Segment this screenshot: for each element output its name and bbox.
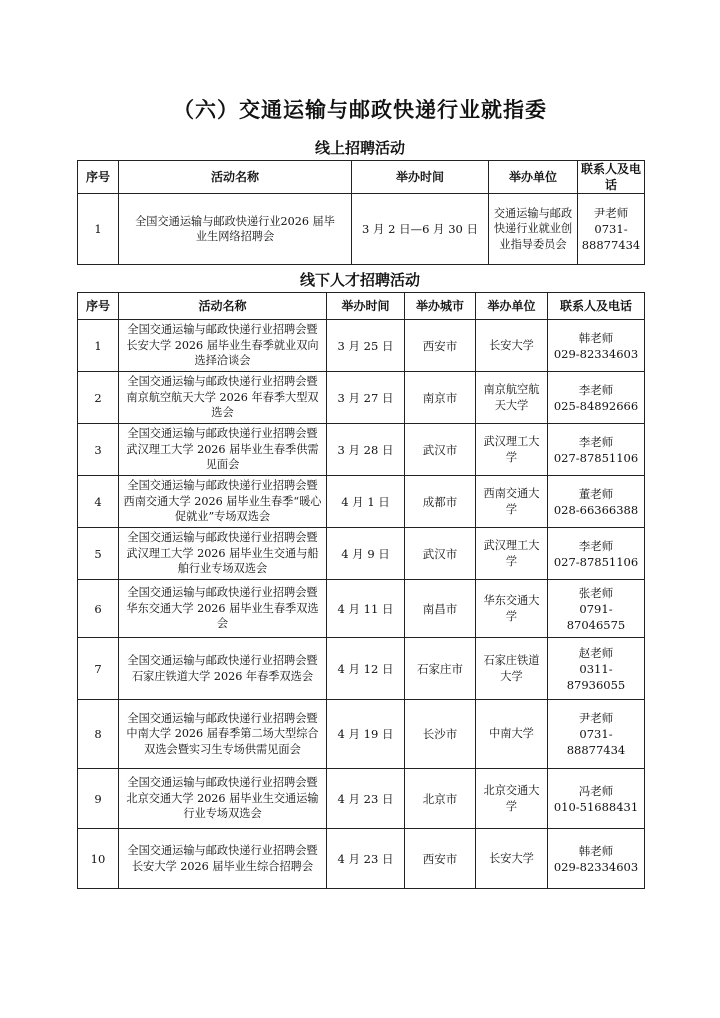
row-org: 南京航空航天大学 bbox=[476, 372, 548, 424]
row-no: 1 bbox=[78, 194, 119, 265]
row-name: 全国交通运输与邮政快递行业招聘会暨武汉理工大学 2026 届毕业生春季供需见面会 bbox=[119, 424, 327, 476]
header-org: 举办单位 bbox=[476, 293, 548, 320]
row-name: 全国交通运输与邮政快递行业招聘会暨华东交通大学 2026 届毕业生春季双选会 bbox=[119, 580, 327, 638]
row-city: 武汉市 bbox=[405, 424, 476, 476]
header-time: 举办时间 bbox=[352, 161, 489, 194]
row-org: 长安大学 bbox=[476, 829, 548, 889]
row-time: 3 月 28 日 bbox=[327, 424, 405, 476]
row-no: 6 bbox=[78, 580, 119, 638]
row-contact bbox=[548, 829, 645, 889]
row-org: 石家庄铁道大学 bbox=[476, 638, 548, 700]
row-org: 武汉理工大学 bbox=[476, 424, 548, 476]
row-no: 10 bbox=[78, 829, 119, 889]
header-city: 举办城市 bbox=[405, 293, 476, 320]
offline-events-table bbox=[77, 292, 645, 889]
row-time: 4 月 23 日 bbox=[327, 829, 405, 889]
header-name: 活动名称 bbox=[119, 293, 327, 320]
row-city: 北京市 bbox=[405, 769, 476, 829]
row-time: 4 月 19 日 bbox=[327, 700, 405, 769]
online-section-title: 线上招聘活动 bbox=[314, 139, 405, 157]
table-row bbox=[78, 424, 645, 476]
row-no: 1 bbox=[78, 320, 119, 372]
row-name: 全国交通运输与邮政快递行业2026 届毕业生网络招聘会 bbox=[119, 194, 352, 265]
row-org: 西南交通大学 bbox=[476, 476, 548, 528]
row-name: 全国交通运输与邮政快递行业招聘会暨北京交通大学 2026 届毕业生交通运输行业专场双选会 bbox=[119, 769, 327, 829]
online-events-table bbox=[77, 160, 645, 265]
contact-name: 董老师 bbox=[578, 486, 614, 501]
row-org: 交通运输与邮政快递行业就业创业指导委员会 bbox=[489, 194, 578, 265]
row-contact bbox=[548, 476, 645, 528]
contact-name: 李老师 bbox=[578, 538, 614, 553]
row-name: 全国交通运输与邮政快递行业招聘会暨中南大学 2026 届春季第二场大型综合双选会暨实习生专场供需见面会 bbox=[119, 700, 327, 769]
row-time: 3 月 25 日 bbox=[327, 320, 405, 372]
contact-phone: 029-82334603 bbox=[553, 346, 639, 361]
table-row bbox=[78, 580, 645, 638]
row-name: 全国交通运输与邮政快递行业招聘会暨南京航空航天大学 2026 年春季大型双选会 bbox=[119, 372, 327, 424]
row-city: 成都市 bbox=[405, 476, 476, 528]
row-org: 华东交通大学 bbox=[476, 580, 548, 638]
header-org: 举办单位 bbox=[489, 161, 578, 194]
row-no: 8 bbox=[78, 700, 119, 769]
row-contact bbox=[548, 769, 645, 829]
table-row bbox=[78, 476, 645, 528]
row-contact bbox=[548, 700, 645, 769]
row-org: 武汉理工大学 bbox=[476, 528, 548, 580]
contact-phone: 0731-88877434 bbox=[566, 727, 626, 757]
row-name: 全国交通运输与邮政快递行业招聘会暨长安大学 2026 届毕业生综合招聘会 bbox=[119, 829, 327, 889]
row-contact bbox=[548, 424, 645, 476]
row-org: 中南大学 bbox=[476, 700, 548, 769]
contact-phone: 0311-87936055 bbox=[566, 661, 626, 692]
row-contact bbox=[548, 528, 645, 580]
row-contact bbox=[578, 194, 645, 265]
table-row bbox=[78, 194, 645, 265]
table-row bbox=[78, 829, 645, 889]
contact-name: 韩老师 bbox=[578, 330, 614, 345]
row-city: 南昌市 bbox=[405, 580, 476, 638]
header-name: 活动名称 bbox=[119, 161, 352, 194]
row-time: 4 月 1 日 bbox=[327, 476, 405, 528]
row-no: 2 bbox=[78, 372, 119, 424]
contact-name: 李老师 bbox=[578, 434, 614, 449]
row-no: 5 bbox=[78, 528, 119, 580]
contact-phone: 025-84892666 bbox=[553, 398, 639, 413]
contact-name: 尹老师 bbox=[578, 711, 614, 725]
header-time: 举办时间 bbox=[327, 293, 405, 320]
row-time: 4 月 12 日 bbox=[327, 638, 405, 700]
row-no: 4 bbox=[78, 476, 119, 528]
contact-name: 赵老师 bbox=[578, 645, 614, 660]
row-org: 北京交通大学 bbox=[476, 769, 548, 829]
row-city: 武汉市 bbox=[405, 528, 476, 580]
row-name: 全国交通运输与邮政快递行业招聘会暨武汉理工大学 2026 届毕业生交通与船舶行业专场双选会 bbox=[119, 528, 327, 580]
contact-phone: 010-51688431 bbox=[553, 799, 639, 814]
contact-name: 冯老师 bbox=[578, 783, 614, 798]
header-no: 序号 bbox=[78, 293, 119, 320]
row-contact bbox=[548, 580, 645, 638]
row-org: 长安大学 bbox=[476, 320, 548, 372]
row-time: 3 月 27 日 bbox=[327, 372, 405, 424]
contact-name: 尹老师 bbox=[593, 206, 629, 220]
row-no: 9 bbox=[78, 769, 119, 829]
contact-name: 李老师 bbox=[578, 382, 614, 397]
row-contact bbox=[548, 320, 645, 372]
table-header-row bbox=[78, 293, 645, 320]
table-row bbox=[78, 372, 645, 424]
table-header-row bbox=[78, 161, 645, 194]
row-city: 长沙市 bbox=[405, 700, 476, 769]
row-contact bbox=[548, 638, 645, 700]
row-no: 7 bbox=[78, 638, 119, 700]
header-contact: 联系人及电话 bbox=[578, 161, 645, 194]
header-contact: 联系人及电话 bbox=[548, 293, 645, 320]
row-no: 3 bbox=[78, 424, 119, 476]
row-name: 全国交通运输与邮政快递行业招聘会暨长安大学 2026 届毕业生春季就业双向选择洽谈会 bbox=[119, 320, 327, 372]
table-row bbox=[78, 320, 645, 372]
contact-name: 张老师 bbox=[578, 585, 614, 600]
row-city: 西安市 bbox=[405, 320, 476, 372]
header-no: 序号 bbox=[78, 161, 119, 194]
table-row bbox=[78, 528, 645, 580]
table-row bbox=[78, 700, 645, 769]
row-contact bbox=[548, 372, 645, 424]
row-city: 西安市 bbox=[405, 829, 476, 889]
contact-phone: 0731-88877434 bbox=[581, 222, 641, 252]
table-row bbox=[78, 769, 645, 829]
page-title: （六）交通运输与邮政快递行业就指委 bbox=[173, 98, 547, 122]
row-city: 石家庄市 bbox=[405, 638, 476, 700]
contact-phone: 027-87851106 bbox=[553, 554, 639, 569]
contact-phone: 0791-87046575 bbox=[566, 601, 626, 632]
row-time: 4 月 23 日 bbox=[327, 769, 405, 829]
row-city: 南京市 bbox=[405, 372, 476, 424]
row-name: 全国交通运输与邮政快递行业招聘会暨石家庄铁道大学 2026 年春季双选会 bbox=[119, 638, 327, 700]
offline-section-title: 线下人才招聘活动 bbox=[299, 271, 420, 289]
contact-phone: 027-87851106 bbox=[553, 450, 639, 465]
row-time: 3 月 2 日—6 月 30 日 bbox=[352, 194, 489, 265]
contact-name: 韩老师 bbox=[578, 843, 614, 858]
table-row bbox=[78, 638, 645, 700]
contact-phone: 028-66366388 bbox=[553, 502, 639, 517]
row-time: 4 月 11 日 bbox=[327, 580, 405, 638]
contact-phone: 029-82334603 bbox=[553, 859, 639, 874]
row-time: 4 月 9 日 bbox=[327, 528, 405, 580]
row-name: 全国交通运输与邮政快递行业招聘会暨西南交通大学 2026 届毕业生春季“暖心促就业”专场双选会 bbox=[119, 476, 327, 528]
